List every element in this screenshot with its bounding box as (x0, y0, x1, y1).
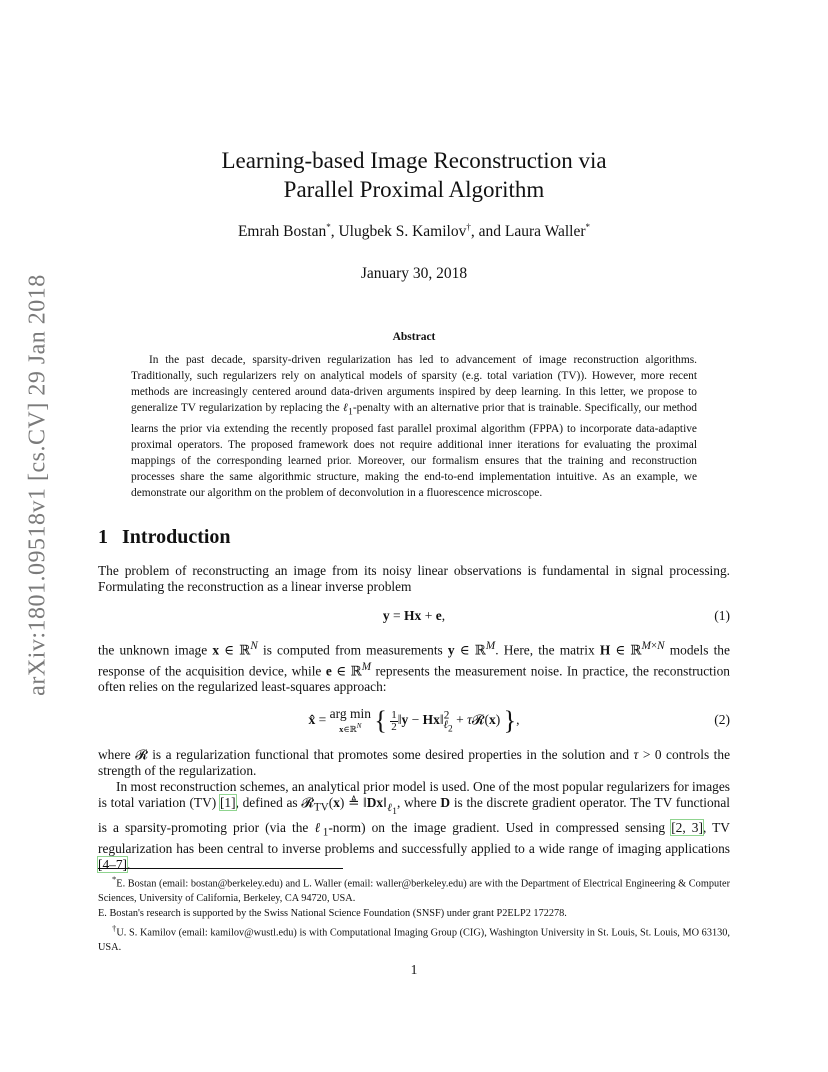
arxiv-identifier: arXiv:1801.09518v1 [cs.CV] 29 Jan 2018 (24, 274, 51, 696)
equation-2: x̂ = arg min x∈ℝ$^N$ { $\frac{1}{2}$ ‖y − Hx‖$^2_{\ell_2}$ + τ𝓡(x) }, (2) (308, 705, 730, 735)
intro-paragraph-4: In most reconstruction schemes, an analytical prior model is used. One of the most popular regularizers for images is total variation (TV) [1], defined as 𝓡$_{TV}$(x) ≜ $‖Dx‖_{\ell_1}$, where D is the discrete gradient operator. The TV functional is a sparsity-promoting prior (via the ℓ$_1$-norm) on the image gradient. Used in compressed sensing [2, 3], TV regularization has been central to inverse problems and successfully applied to a wide range of imaging applications [4–7]. (98, 779, 731, 873)
section-heading: 1 Introduction (98, 526, 231, 548)
intro-paragraph-3: where 𝓡 is a regularization functional that promotes some desired properties in the solution and τ > 0 controls the strength of the regularization. (98, 747, 731, 779)
footnote-divider (98, 868, 343, 869)
paper-title: Learning-based Image Reconstruction via Parallel Proximal Algorithm (221, 148, 607, 202)
citation-link[interactable]: [2, 3] (671, 820, 703, 836)
intro-paragraph-2: the unknown image x ∈ ℝ$^N$ is computed from measurements y ∈ ℝ$^M$. Here, the matrix H ∈ ℝ$^{M\times N}$ models the response of the acquisition device, while e ∈ ℝ$^M$ represents the measurement noise. In practice, the reconstruction often relies on the regularized least-squares approach: (98, 640, 730, 695)
footnotes: *E. Bostan (email: bostan@berkeley.edu) and L. Waller (email: waller@berkeley.edu) are with the Department of Electrical Engineering & Computer Sciences, University of California, Berkeley, CA 94720, USA. E. Bostan's research is supported by the Swiss National Science Foundation (SNSF) under grant P2ELP2 172278. †U. S. Kamilov (email: kamilov@wustl.edu) is with Computational Imaging Group (CIG), Washington University in St. Louis, St. Louis, MO 63130, USA. (98, 874, 731, 954)
abstract-text: In the past decade, sparsity-driven regularization has led to advancement of image reconstruction algorithms. Traditionally, such regularizers rely on analytical models of sparsity (e.g. total variation (TV)). However, more recent methods are increasingly centered around data-driven arguments inspired by deep learning. In this letter, we propose to generalize TV regularization by replacing the ℓ$_1$-penalty with an alternative prior that is trainable. Specifically, our method learns the prior via extending the recently proposed fast parallel proximal algorithm (FPPA) to incorporate data-adaptive proximal operators. The proposed framework does not require additional inner iterations for evaluating the proximal mappings of the corresponding learned prior. Moreover, our formalism ensures that the training and reconstruction processes share the same algorithmic structure, making the end-to-end implementation intuitive. As an example, we demonstrate our algorithm on the problem of deconvolution in a fluorescence microscope. (131, 354, 698, 500)
intro-paragraph-1: The problem of reconstructing an image from its noisy linear observations is fundamental in signal processing. Formulating the reconstruction as a linear inverse problem (98, 563, 730, 595)
author-list: Emrah Bostan*, Ulugbek S. Kamilov†, and Laura Waller* (237, 222, 591, 241)
paper-date: January 30, 2018 (360, 265, 468, 282)
abstract-heading: Abstract (392, 331, 436, 343)
page-number: 1 (410, 962, 418, 977)
citation-link[interactable]: [4–7] (98, 857, 128, 873)
citation-link[interactable]: [1] (219, 795, 236, 811)
